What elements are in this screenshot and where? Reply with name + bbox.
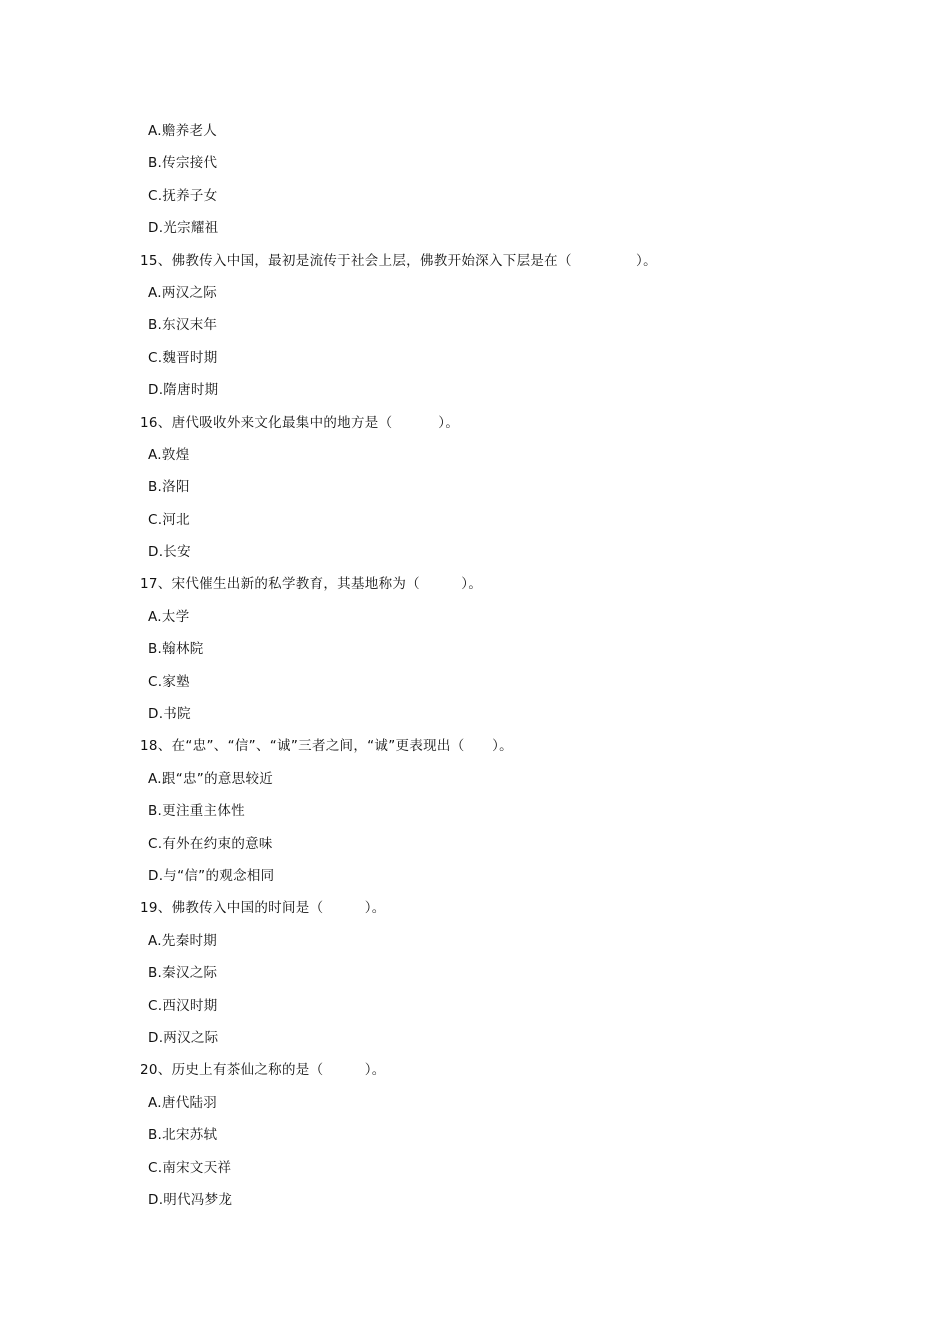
question-18-stem: 18、在“忠”、“信”、“诚”三者之间，“诚”更表现出（ ）。: [140, 738, 513, 755]
option-19-d: D.两汉之际: [148, 1029, 219, 1046]
option-15-a: A.两汉之际: [148, 284, 218, 301]
option-18-b: B.更注重主体性: [148, 803, 245, 820]
option-20-c: C.南宋文天祥: [148, 1159, 232, 1176]
option-20-d: D.明代冯梦龙: [148, 1191, 233, 1208]
option-19-c: C.西汉时期: [148, 997, 218, 1014]
option-14-a: A.赡养老人: [148, 123, 218, 139]
option-19-b: B.秦汉之际: [148, 965, 218, 982]
option-18-a: A.跟“忠”的意思较近: [148, 770, 274, 787]
option-20-b: B.北宋苏轼: [148, 1127, 218, 1144]
option-14-b: B.传宗接代: [148, 155, 218, 172]
option-14-c: C.抚养子女: [148, 187, 218, 204]
option-15-c: C.魏晋时期: [148, 349, 218, 366]
option-16-b: B.洛阳: [148, 479, 190, 496]
option-18-d: D.与“信”的观念相同: [148, 867, 275, 884]
question-16-stem: 16、唐代吸收外来文化最集中的地方是（ ）。: [140, 414, 460, 431]
option-17-b: B.翰林院: [148, 641, 204, 658]
option-20-a: A.唐代陆羽: [148, 1094, 218, 1111]
question-17-stem: 17、宋代催生出新的私学教育，其基地称为（ ）。: [140, 576, 483, 593]
option-15-b: B.东汉末年: [148, 317, 218, 334]
option-17-c: C.家塾: [148, 673, 190, 690]
option-16-c: C.河北: [148, 511, 190, 528]
document-page: [0, 115, 950, 1216]
option-18-c: C.有外在约束的意味: [148, 835, 273, 852]
question-20-stem: 20、历史上有茶仙之称的是（ ）。: [140, 1062, 386, 1079]
option-14-d: D.光宗耀祖: [148, 220, 219, 237]
option-17-a: A.太学: [148, 608, 190, 625]
option-17-d: D.书院: [148, 706, 191, 723]
option-15-d: D.隋唐时期: [148, 382, 219, 399]
option-19-a: A.先秦时期: [148, 932, 218, 949]
question-19-stem: 19、佛教传入中国的时间是（ ）。: [140, 900, 386, 917]
question-15-stem: 15、佛教传入中国，最初是流传于社会上层，佛教开始深入下层是在（ ）。: [140, 252, 657, 269]
option-16-d: D.长安: [148, 544, 191, 561]
option-16-a: A.敦煌: [148, 446, 190, 463]
